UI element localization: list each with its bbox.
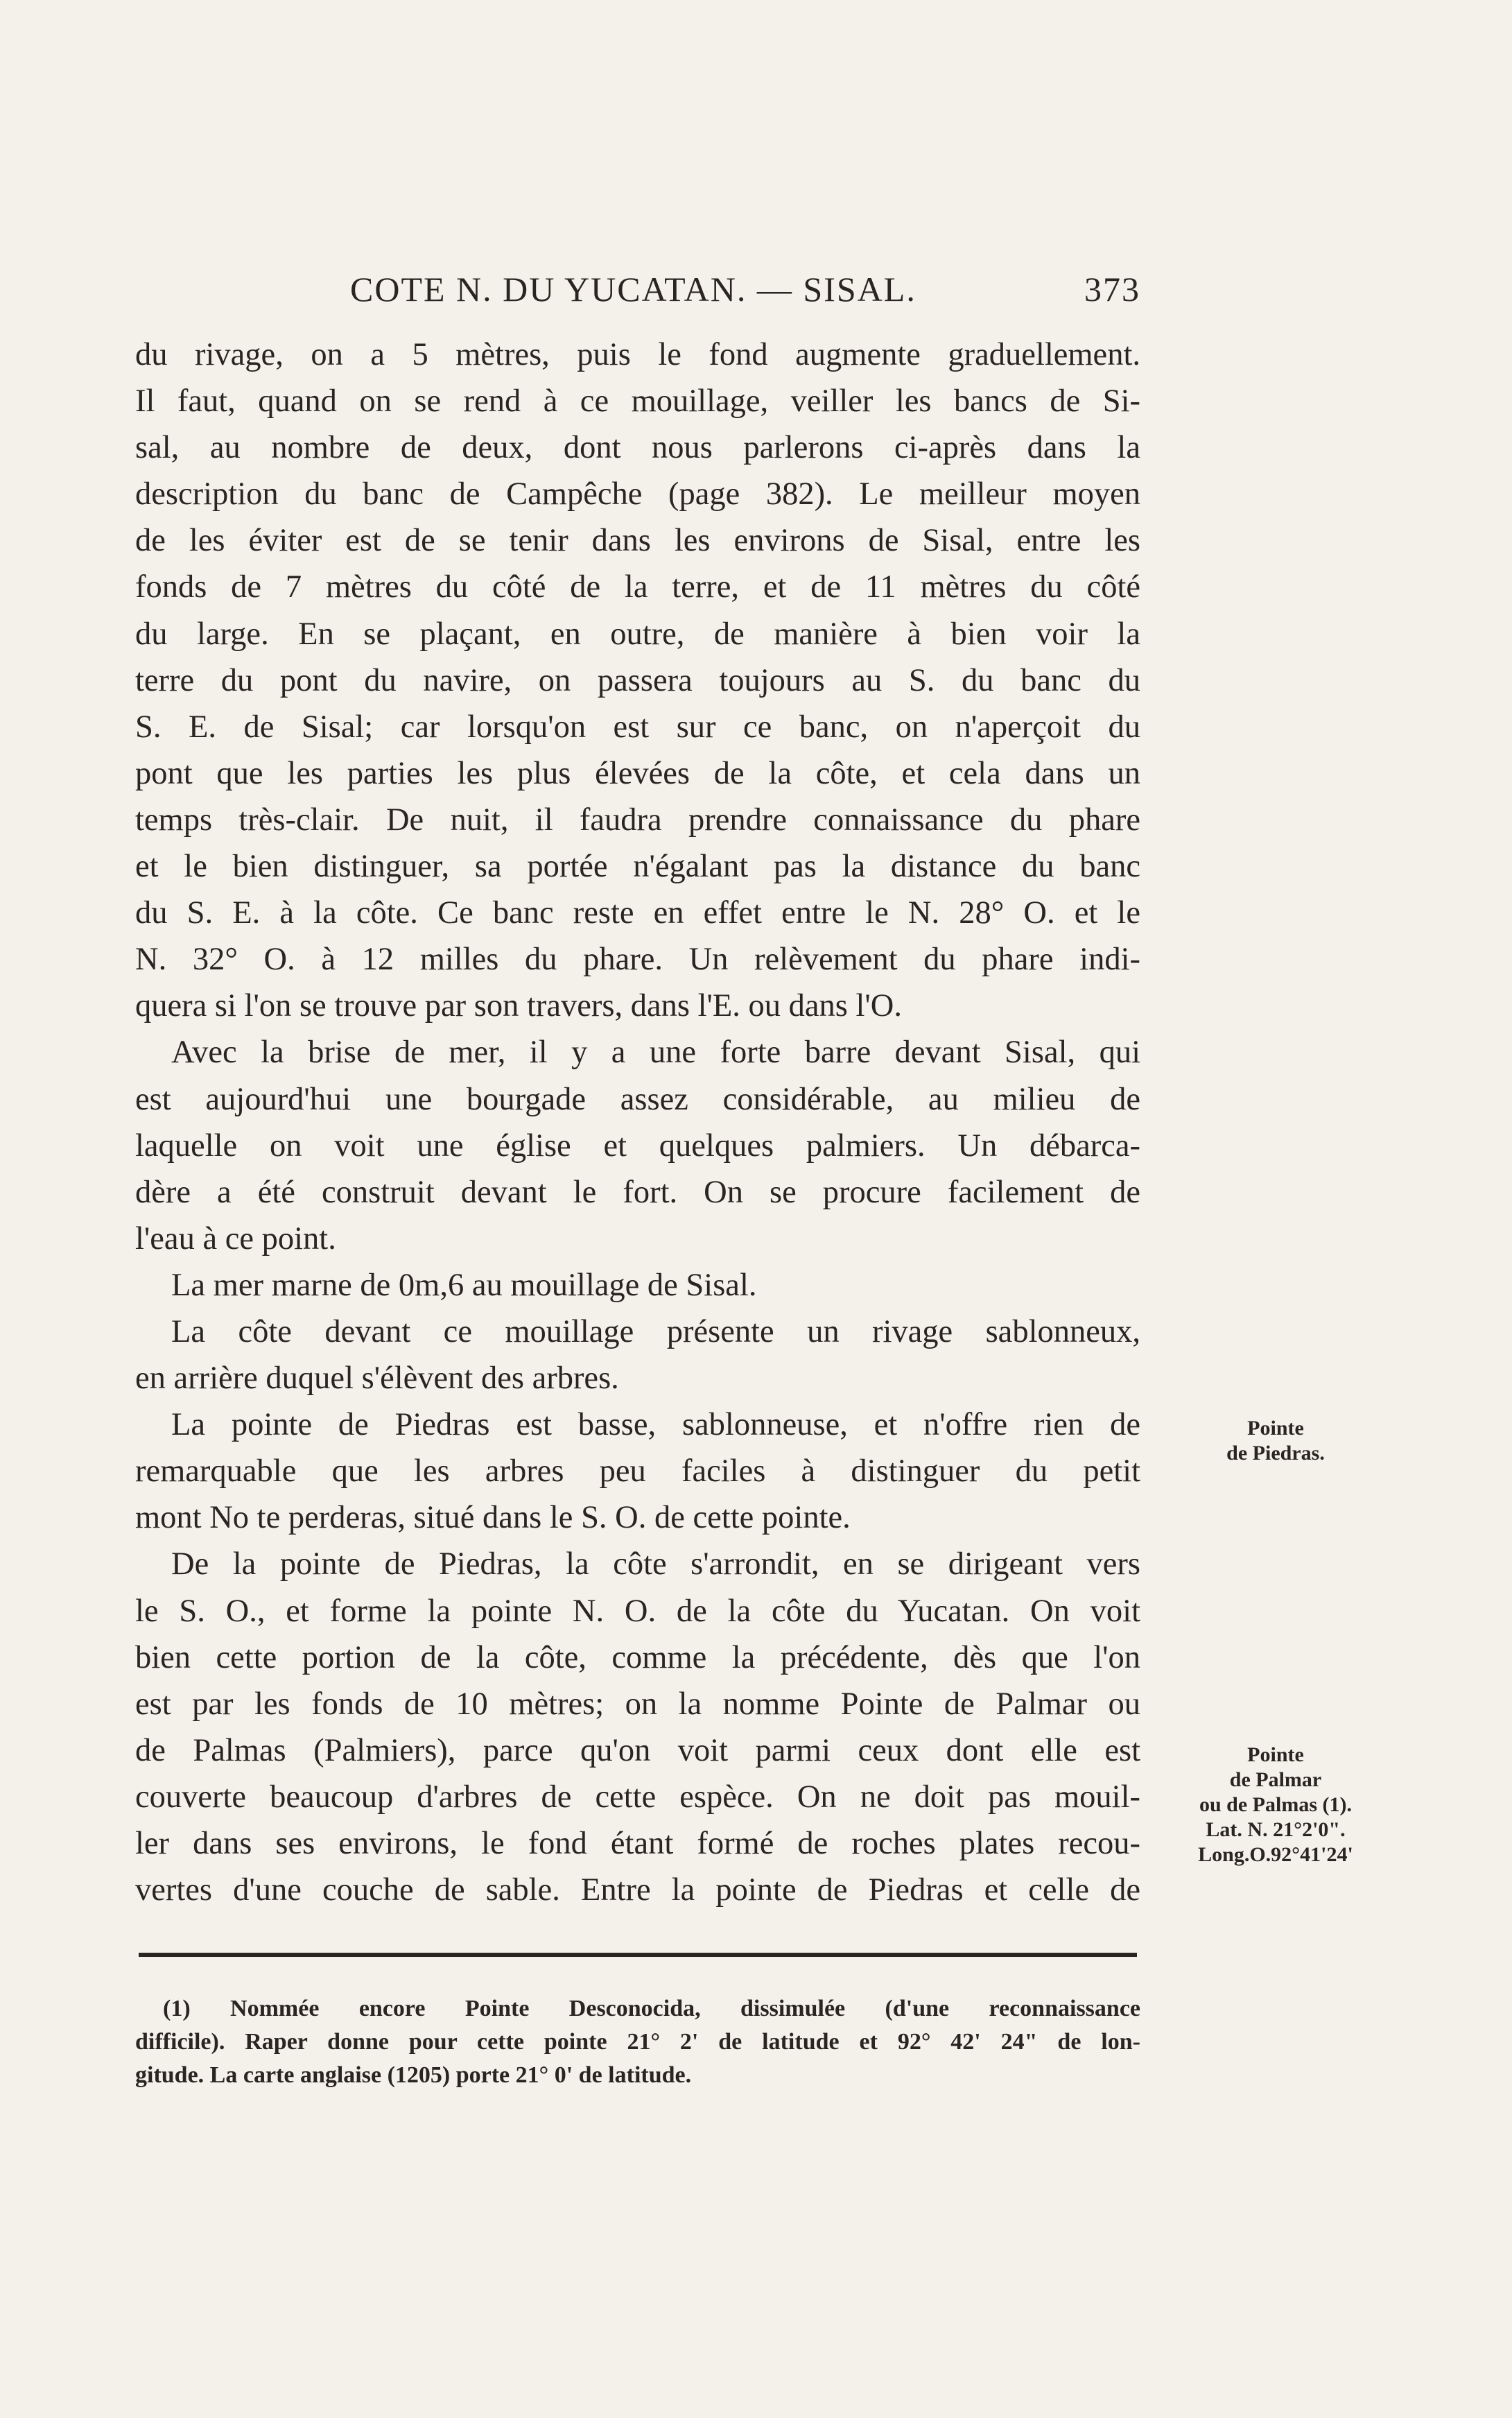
text-line: du large. En se plaçant, en outre, de manière à bien voir la [135,616,1140,652]
text-line: La côte devant ce mouillage présente un rivage sablonneux, [171,1313,1140,1349]
text-line: laquelle on voit une église et quelques palmiers. Un débarca- [135,1128,1140,1164]
text-line: et le bien distinguer, sa portée n'égalant pas la distance du banc [135,849,1140,885]
text-line: De la pointe de Piedras, la côte s'arrondit, en se dirigeant vers [171,1546,1140,1582]
margin-note-palmar [1172,1743,1380,1867]
text-line: pont que les parties les plus élevées de la côte, et cela dans un [135,755,1140,791]
text-line: sal, au nombre de deux, dont nous parlerons ci-après dans la [135,430,1140,466]
text-line: description du banc de Campêche (page 382). Le meilleur moyen [135,476,1140,512]
margin-note-line: ou de Palmas (1). [1199,1793,1352,1816]
margin-note-line: Lat. N. 21°2'0". [1206,1818,1346,1841]
text-line: S. E. de Sisal; car lorsqu'on est sur ce banc, on n'aperçoit du [135,709,1140,745]
footnote-divider [139,1953,1137,1957]
text-line: est par les fonds de 10 mètres; on la nomme Pointe de Palmar ou [135,1686,1140,1722]
page-number: 373 [1084,270,1140,309]
text-line: mont No te perderas, situé dans le S. O. de cette pointe. [135,1500,851,1536]
margin-note-piedras [1172,1416,1380,1466]
text-line: bien cette portion de la côte, comme la précédente, dès que l'on [135,1639,1140,1675]
running-head [135,269,1140,318]
text-line: du S. E. à la côte. Ce banc reste en effet entre le N. 28° O. et le [135,895,1140,931]
margin-note-line: de Palmar [1229,1768,1322,1791]
text-line: terre du pont du navire, on passera toujours au S. du banc du [135,662,1140,698]
footnotes [135,1992,1140,2092]
footnote-line: gitude. La carte anglaise (1205) porte 21° 0' de latitude. [135,2062,692,2088]
margin-note-line: de Piedras. [1226,1442,1325,1465]
margin-note-line: Pointe [1247,1417,1304,1440]
text-line: N. 32° O. à 12 milles du phare. Un relèvement du phare indi- [135,942,1140,978]
margin-note-line: Pointe [1247,1743,1304,1766]
text-line: fonds de 7 mètres du côté de la terre, et de 11 mètres du côté [135,569,1140,605]
text-line: ler dans ses environs, le fond étant formé de roches plates recou- [135,1826,1140,1861]
text-line: La pointe de Piedras est basse, sablonneuse, et n'offre rien de [171,1407,1140,1443]
text-line: en arrière duquel s'élèvent des arbres. [135,1361,619,1397]
footnote-line: (1) Nommée encore Pointe Desconocida, dissimulée (d'une reconnaissance [163,1996,1140,2021]
text-line: La mer marne de 0m,6 au mouillage de Sisal. [171,1267,757,1303]
text-line: Il faut, quand on se rend à ce mouillage, veiller les bancs de Si- [135,383,1140,420]
margin-note-line: Long.O.92°41'24' [1198,1843,1353,1866]
text-line: du rivage, on a 5 mètres, puis le fond augmente graduellement. [135,337,1140,372]
text-line: quera si l'on se trouve par son travers, dans l'E. ou dans l'O. [135,988,903,1024]
running-title: COTE N. DU YUCATAN. — SISAL. [350,270,916,309]
text-line: dère a été construit devant le fort. On se procure facilement de [135,1174,1140,1210]
footnote-line: difficile). Raper donne pour cette pointe 21° 2' de latitude et 92° 42' 24" de lon- [135,2029,1140,2055]
text-line: l'eau à ce point. [135,1220,336,1257]
text-line: temps très-clair. De nuit, il faudra prendre connaissance du phare [135,802,1140,838]
text-line: Avec la brise de mer, il y a une forte barre devant Sisal, qui [171,1035,1140,1071]
text-line: le S. O., et forme la pointe N. O. de la côte du Yucatan. On voit [135,1593,1140,1629]
text-line: remarquable que les arbres peu faciles à distinguer du petit [135,1453,1140,1489]
text-line: vertes d'une couche de sable. Entre la pointe de Piedras et celle de [135,1872,1140,1908]
text-line: de Palmas (Palmiers), parce qu'on voit parmi ceux dont elle est [135,1732,1140,1768]
body-text [135,331,1140,1913]
text-line: de les éviter est de se tenir dans les environs de Sisal, entre les [135,523,1140,559]
text-line: couverte beaucoup d'arbres de cette espèce. On ne doit pas mouil- [135,1779,1140,1815]
text-line: est aujourd'hui une bourgade assez considérable, au milieu de [135,1081,1140,1117]
